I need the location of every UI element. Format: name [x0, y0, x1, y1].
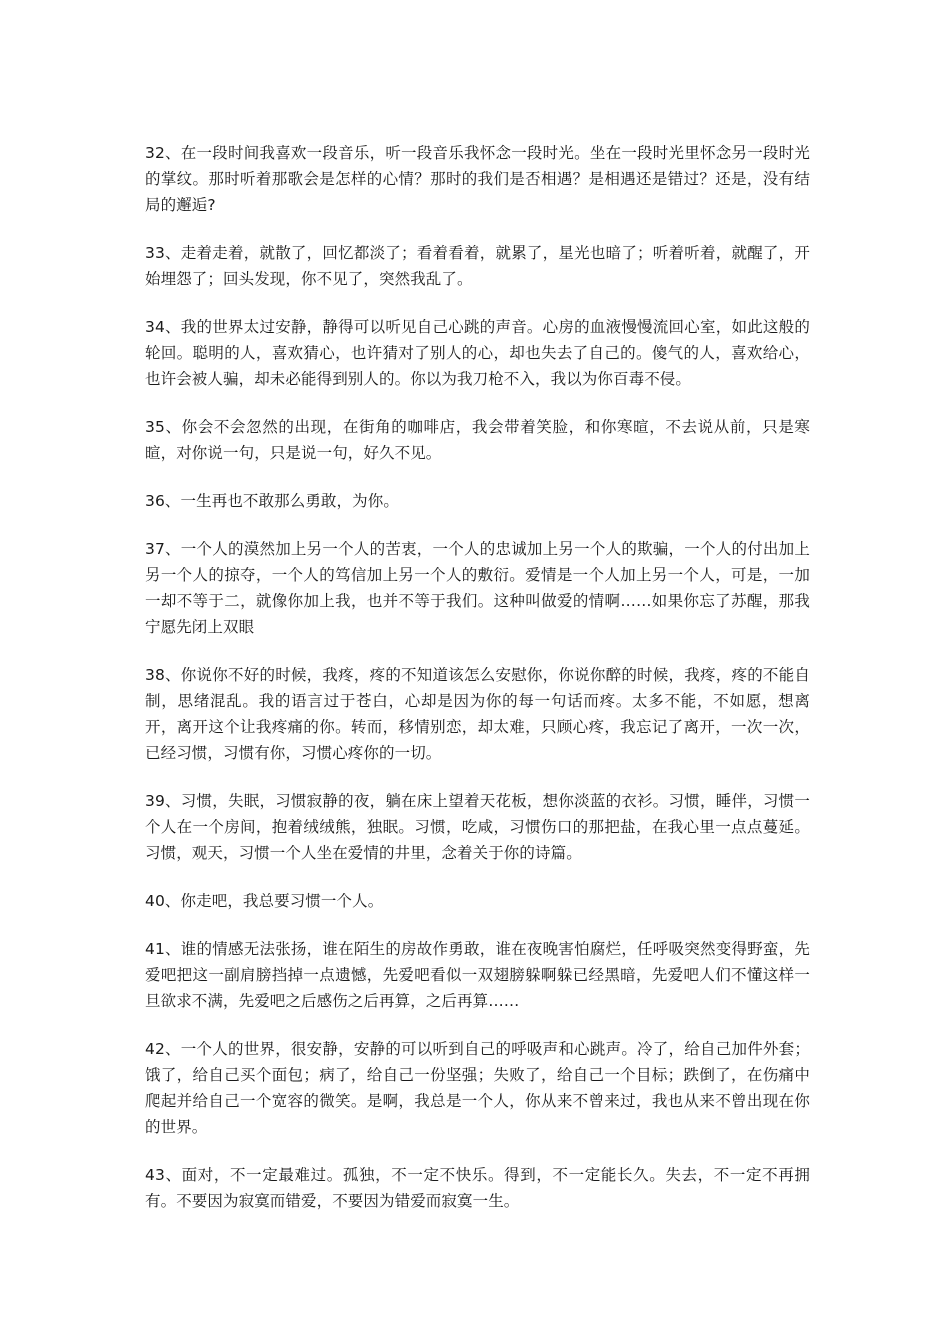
paragraph-34: 34、我的世界太过安静，静得可以听见自己心跳的声音。心房的血液慢慢流回心室，如此这般的轮回。聪明的人，喜欢猜心，也许猜对了别人的心，却也失去了自己的。傻气的人，喜欢给心，也许会被人骗，却未必能得到别人的。你以为我刀枪不入，我以为你百毒不侵。 [145, 318, 810, 388]
paragraph-42: 42、一个人的世界，很安静，安静的可以听到自己的呼吸声和心跳声。冷了，给自己加件外套；饿了，给自己买个面包；病了，给自己一份坚强；失败了，给自己一个目标；跌倒了，在伤痛中爬起并给自己一个宽容的微笑。是啊，我总是一个人，你从来不曾来过，我也从来不曾出现在你的世界。 [145, 1040, 810, 1136]
paragraph-36: 36、一生再也不敢那么勇敢，为你。 [145, 492, 399, 510]
document-body [145, 140, 810, 1236]
paragraph-39: 39、习惯，失眠，习惯寂静的夜，躺在床上望着天花板，想你淡蓝的衣衫。习惯，睡伴，习惯一个人在一个房间，抱着绒绒熊，独眠。习惯，吃咸，习惯伤口的那把盐，在我心里一点点蔓延。习惯，观天，习惯一个人坐在爱情的井里，念着关于你的诗篇。 [145, 792, 810, 862]
paragraph-35: 35、你会不会忽然的出现，在街角的咖啡店，我会带着笑脸，和你寒暄，不去说从前，只是寒暄，对你说一句，只是说一句，好久不见。 [145, 418, 810, 462]
paragraph-43: 43、面对，不一定最难过。孤独，不一定不快乐。得到，不一定能长久。失去，不一定不再拥有。不要因为寂寞而错爱，不要因为错爱而寂寞一生。 [145, 1166, 810, 1210]
paragraph-40: 40、你走吧，我总要习惯一个人。 [145, 892, 384, 910]
paragraph-38: 38、你说你不好的时候，我疼，疼的不知道该怎么安慰你，你说你醉的时候，我疼，疼的不能自制，思绪混乱。我的语言过于苍白，心却是因为你的每一句话而疼。太多不能，不如愿，想离开，离开这个让我疼痛的你。转而，移情别恋，却太难，只顾心疼，我忘记了离开，一次一次，已经习惯，习惯有你，习惯心疼你的一切。 [145, 666, 810, 762]
paragraph-37: 37、一个人的漠然加上另一个人的苦衷，一个人的忠诚加上另一个人的欺骗，一个人的付出加上另一个人的掠夺，一个人的笃信加上另一个人的敷衍。爱情是一个人加上另一个人，可是，一加一却不等于二，就像你加上我，也并不等于我们。这种叫做爱的情啊……如果你忘了苏醒，那我宁愿先闭上双眼 [145, 540, 810, 636]
paragraph-41: 41、谁的情感无法张扬，谁在陌生的房故作勇敢，谁在夜晚害怕腐烂，任呼吸突然变得野蛮，先爱吧把这一副肩膀挡掉一点遗憾，先爱吧看似一双翅膀躲啊躲已经黑暗，先爱吧人们不懂这样一旦欲求不满，先爱吧之后感伤之后再算，之后再算…… [145, 940, 810, 1010]
paragraph-32: 32、在一段时间我喜欢一段音乐，听一段音乐我怀念一段时光。坐在一段时光里怀念另一段时光的掌纹。那时听着那歌会是怎样的心情？那时的我们是否相遇？是相遇还是错过？还是，没有结局的邂逅? [145, 144, 810, 214]
paragraph-33: 33、走着走着，就散了，回忆都淡了；看着看着，就累了，星光也暗了；听着听着，就醒了，开始埋怨了；回头发现，你不见了，突然我乱了。 [145, 244, 810, 288]
